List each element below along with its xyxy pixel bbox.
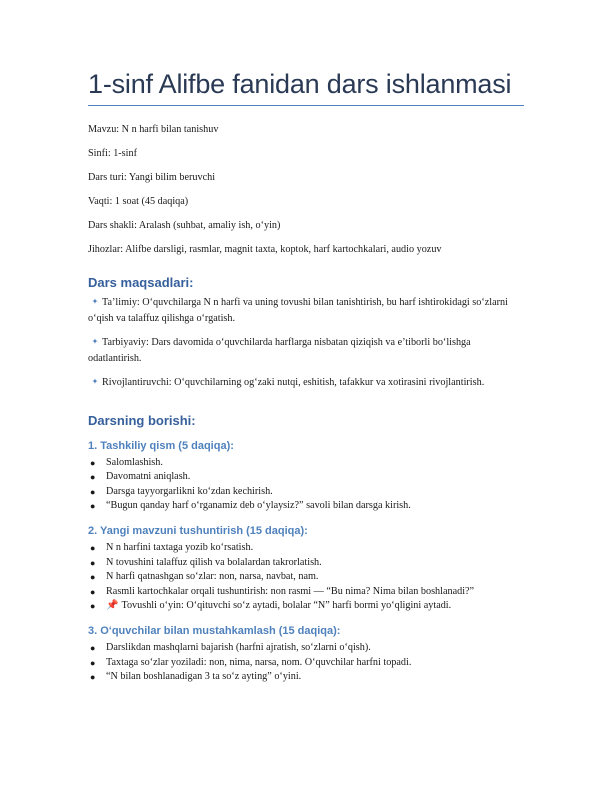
document-title: 1-sinf Alifbe fanidan dars ishlanmasi xyxy=(88,69,512,99)
list-item: ● Salomlashish. xyxy=(88,456,524,471)
meta-grade: Sinfi: 1-sinf xyxy=(88,147,137,159)
bullet-icon: ● xyxy=(90,457,96,468)
lesson-meta xyxy=(88,123,524,257)
meta-lesson-type: Dars turi: Yangi bilim beruvchi xyxy=(88,171,216,183)
goal-text: Ta’limiy: O‘quvchilarga N n harfi va uning tovushi bilan tanishtirish, bu harf ishtirokidagi so‘zlarni o‘qish va talaffuz qilishga o‘rgatish. xyxy=(88,296,508,324)
bullet-icon: ● xyxy=(90,501,96,512)
section-list xyxy=(88,541,524,614)
star-bullet-icon: ✦ xyxy=(91,296,99,306)
list-item: ● Darsga tayyorgarlikni ko‘zdan kechirish. xyxy=(88,485,524,500)
bullet-icon: ● xyxy=(90,472,96,483)
list-item: ● N tovushini talaffuz qilish va bolalardan takrorlatish. xyxy=(88,556,524,571)
bullet-icon: ● xyxy=(90,543,96,554)
pushpin-icon: 📌 xyxy=(106,600,119,612)
progress-heading: Darsning borishi: xyxy=(88,412,196,428)
star-bullet-icon: ✦ xyxy=(91,336,99,346)
list-item: ● N harfi qatnashgan so‘zlar: non, narsa, navbat, nam. xyxy=(88,570,524,585)
section-heading: 3. O‘quvchilar bilan mustahkamlash (15 daqiqa): xyxy=(88,625,341,638)
bullet-icon: ● xyxy=(90,657,96,668)
star-bullet-icon: ✦ xyxy=(91,376,99,386)
meta-duration: Vaqti: 1 soat (45 daqiqa) xyxy=(88,195,189,207)
bullet-icon: ● xyxy=(90,601,96,612)
goal-item xyxy=(88,374,524,391)
title-underline xyxy=(88,105,524,106)
bullet-icon: ● xyxy=(90,643,96,654)
meta-equipment: Jihozlar: Alifbe darsligi, rasmlar, magnit taxta, koptok, harf kartochkalari, audio yozuv xyxy=(88,243,442,255)
section-list xyxy=(88,456,524,514)
bullet-icon: ● xyxy=(90,572,96,583)
bullet-icon: ● xyxy=(90,672,96,683)
bullet-icon: ● xyxy=(90,486,96,497)
bullet-icon: ● xyxy=(90,557,96,568)
goal-text: Rivojlantiruvchi: O‘quvchilarning og‘zaki nutqi, eshitish, tafakkur va xotirasini rivojlantirish. xyxy=(102,376,485,388)
section-heading: 1. Tashkiliy qism (5 daqiqa): xyxy=(88,439,234,452)
list-item: ● Davomatni aniqlash. xyxy=(88,470,524,485)
list-item: ● “N bilan boshlanadigan 3 ta so‘z ayting” o‘yini. xyxy=(88,670,524,685)
meta-topic: Mavzu: N n harfi bilan tanishuv xyxy=(88,123,219,135)
list-item: ● Darslikdan mashqlarni bajarish (harfni ajratish, so‘zlarni o‘qish). xyxy=(88,641,524,656)
section-heading: 2. Yangi mavzuni tushuntirish (15 daqiqa): xyxy=(88,525,308,538)
goals-list xyxy=(88,294,524,391)
goal-text: Tarbiyaviy: Dars davomida o‘quvchilarda harflarga nisbatan qiziqish va e’tiborli bo‘lishga odatlantirish. xyxy=(88,336,471,364)
goals-heading: Dars maqsadlari: xyxy=(88,274,194,290)
list-item: ● Taxtaga so‘zlar yoziladi: non, nima, narsa, nom. O‘quvchilar harfni topadi. xyxy=(88,656,524,671)
bullet-icon: ● xyxy=(90,586,96,597)
list-item: ● Rasmli kartochkalar orqali tushuntirish: non rasmi — “Bu nima? Nima bilan boshlanadi?” xyxy=(88,585,524,600)
meta-lesson-format: Dars shakli: Aralash (suhbat, amaliy ish, o‘yin) xyxy=(88,219,281,231)
list-item: ● N n harfini taxtaga yozib ko‘rsatish. xyxy=(88,541,524,556)
list-item: ● 📌 Tovushli o‘yin: O‘qituvchi so‘z aytadi, bolalar “N” harfi bormi yo‘qligini aytadi. xyxy=(88,599,524,614)
goal-item xyxy=(88,294,524,327)
goal-item xyxy=(88,334,524,367)
section-list xyxy=(88,641,524,685)
list-item: ● “Bugun qanday harf o‘rganamiz deb o‘ylaysiz?” savoli bilan darsga kirish. xyxy=(88,499,524,514)
